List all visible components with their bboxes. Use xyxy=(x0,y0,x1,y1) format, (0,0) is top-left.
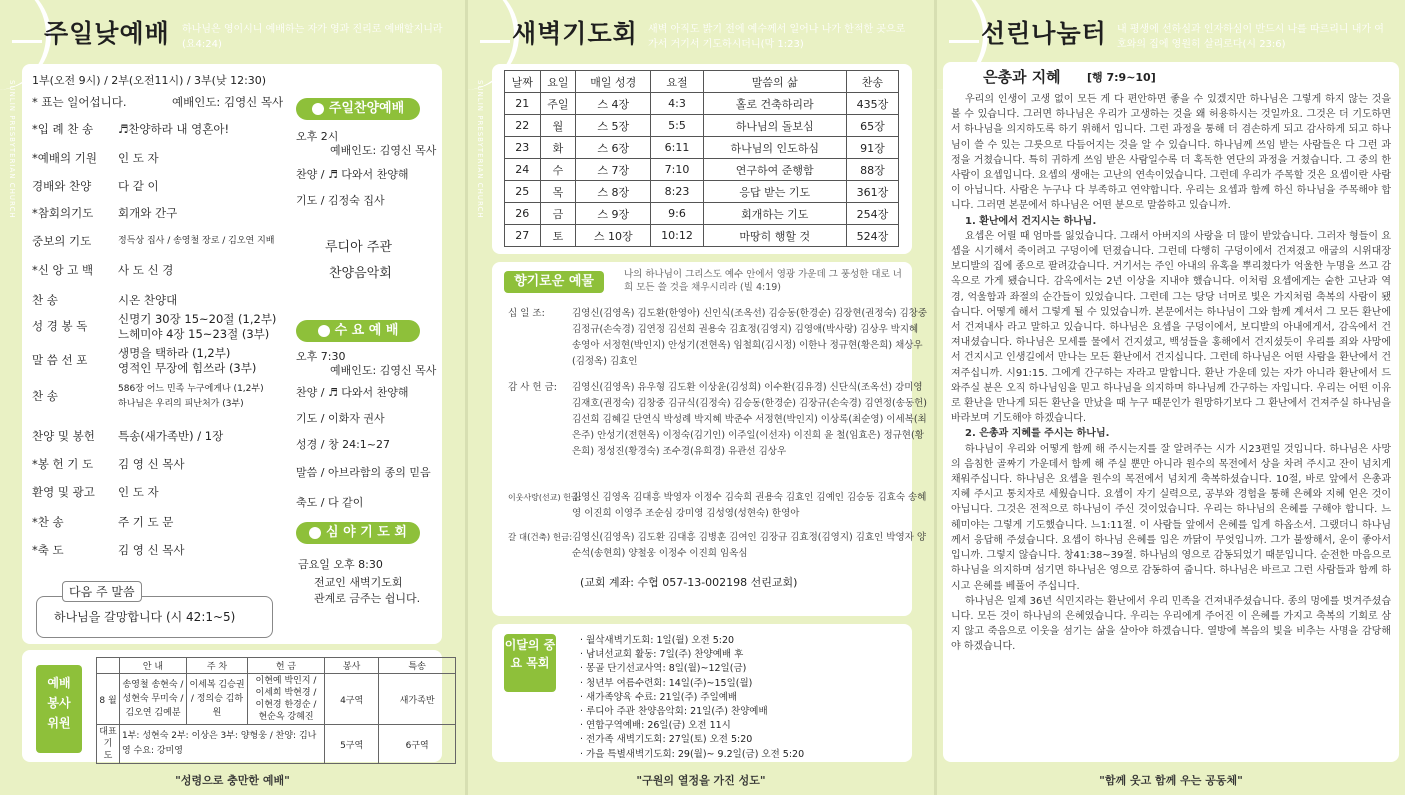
dawn-prayer-schedule xyxy=(504,70,899,247)
worship-order-label: 말 씀 선 포 xyxy=(32,353,88,367)
notice-item: · 루디아 주관 찬양음악회: 21일(주) 찬양예배 xyxy=(580,706,768,717)
article-paragraph: 하나님은 일제 36년 식민지라는 환난에서 우리 민족을 건져내주셨습니다. 종의 멍에를 벗겨주셨습니다. 모든 것이 하나님의 은혜였습니다. 우리는 우리에게 주어진 이 은혜를 가지고 축복의 기회로 삼지 않고 죽음으로 이웃을 섬기는 삶을 살아야 하겠습니다. 열방에 복음의 빛을 비추는 사명을 감당해야 하겠습니다. xyxy=(951,595,1391,653)
worship-order-value: 예배인도: 김영신 목사 xyxy=(172,95,284,109)
table-header: 특송 xyxy=(379,658,456,674)
article-paragraph: 1. 환난에서 건지시는 하나님. xyxy=(965,215,1097,227)
offering-heading: 향기로운 예물 xyxy=(504,271,604,293)
header-verse: 내 평생에 선하심과 인자하심이 반드시 나를 따르리니 내가 여호와의 집에 영원히 살리로다(시 23:6) xyxy=(1117,24,1384,50)
table-cell: 스 5장 xyxy=(576,115,651,137)
table-cell: 월 xyxy=(540,115,576,137)
night-time: 금요일 오후 8:30 xyxy=(298,558,383,571)
table-row xyxy=(505,181,899,203)
panel-footer: "성령으로 충만한 예배" xyxy=(175,774,290,787)
table-cell: 토 xyxy=(540,225,576,247)
table-cell: 스 7장 xyxy=(576,159,651,181)
header-verse: 하나님은 영이시니 예배하는 자가 영과 진리로 예배할지니라(요4:24) xyxy=(182,24,443,50)
header-ornament-line xyxy=(12,40,42,43)
table-row xyxy=(505,115,899,137)
article-reference: [행 7:9~10] xyxy=(1087,71,1156,84)
panel-header xyxy=(937,0,1405,62)
worship-order-label: *축 도 xyxy=(32,543,64,557)
table-row: 8 월 송영철 송현숙 / 성현숙 무미숙 / 김오연 김예분 이세복 김승권 / 정의승 김하원 이현예 박인지 / 이세희 박현경 / 이현경 한경순 / 현순옥 강혜진 4구역 새가족반 xyxy=(97,674,456,725)
bullet-icon xyxy=(318,325,330,337)
praise-hymn: 찬양 / ♬ 다와서 찬양해 xyxy=(296,168,409,181)
offering-verse: 나의 하나님이 그리스도 예수 안에서 영광 가운데 그 풍성한 대로 너희 모든 쓸 것을 채우시리라 (빌 4:19) xyxy=(624,269,902,293)
praise-worship-heading: 주일찬양예배 xyxy=(296,98,420,120)
wed-hymn: 찬양 / ♬ 다와서 찬양해 xyxy=(296,386,409,399)
worship-order-label: *봉 헌 기 도 xyxy=(32,457,94,471)
notices-heading: 이달의 중요 목회 xyxy=(504,634,556,692)
worship-order-value: 회개와 간구 xyxy=(118,206,178,220)
table-cell: 연구하여 준행함 xyxy=(703,159,846,181)
wed-prayer: 기도 / 이화자 권사 xyxy=(296,412,385,425)
table-cell: 회개하는 기도 xyxy=(703,203,846,225)
header-verse: 새벽 아직도 밝기 전에 예수께서 일어나 나가 한적한 곳으로 가서 거기서 기도하시더니(막 1:23) xyxy=(648,24,906,50)
table-cell: 하나님의 돌보심 xyxy=(703,115,846,137)
bullet-icon xyxy=(312,103,324,115)
table-cell: 524장 xyxy=(846,225,898,247)
church-vertical-text: SUNLIN PRESBYTERIAN CHURCH xyxy=(476,80,484,219)
table-header: 말씀의 삶 xyxy=(703,71,846,93)
table-row xyxy=(505,137,899,159)
worship-order-label: * 표는 일어섭니다. xyxy=(32,95,127,109)
worship-order-value-2: 영적인 무장에 힘쓰라 (3부) xyxy=(118,361,257,375)
table-row xyxy=(505,93,899,115)
service-committee-label: 예배 봉사 위원 xyxy=(36,665,82,753)
page-title: 선린나눔터 xyxy=(981,19,1107,48)
table-cell: 24 xyxy=(505,159,541,181)
table-row xyxy=(505,159,899,181)
praise-prayer: 기도 / 김정숙 집사 xyxy=(296,194,385,207)
wed-scripture: 성경 / 창 24:1~27 xyxy=(296,438,390,451)
table-cell: 화 xyxy=(540,137,576,159)
next-week-label: 다음 주 말씀 xyxy=(62,581,142,602)
praise-host: 루디아 주관 xyxy=(325,240,392,255)
panel-footer: "함께 웃고 함께 우는 공동체" xyxy=(1099,774,1243,787)
worship-order-label: *찬 송 xyxy=(32,515,64,529)
article-paragraph: 우리의 인생이 고생 없이 모든 게 다 편안하면 좋을 수 있겠지만 하나님은 그렇게 하지 않는 것을 볼 수 있습니다. 그러면 하나님은 우리가 고생하는 것을 왜 허용하시는 것일까요. 그것은 더 기도하면서 하나님을 의지하도록 하기 위해서 입니다. 그런 과정을 통해 더 겸손하게 되고 감사하게 되고 하나님이 쓸 수 있는 그릇으로 다듬어지는 것을 알 수 있습니다. 하나님께 쓰임 받는 사람들은 다 그런 과정을 거쳤습니다. 특히 귀하게 쓰임 받은 사람일수록 더 혹독한 연단의 과정을 거쳤습니다. 그 중의 한 사람이 요셉입니다. 요셉의 생애는 고난의 연속이었습니다. 그런데 우리가 주목할 것은 요셉이란 사람이 아닙니다. 사람은 누구나 다 부족하고 연약합니다. 우리는 요셉과 함께 하신 하나님을 주목해야 합니다. 그러면 본문에서 하나님은 어떤 분으로 말씀하고 있습니까. xyxy=(951,94,1391,212)
worship-order-value: 김 영 신 목사 xyxy=(118,457,185,471)
panel-sunday-worship xyxy=(0,0,465,795)
worship-order-label: *신 앙 고 백 xyxy=(32,263,94,277)
bank-account: (교회 계좌: 수협 057-13-002198 선린교회) xyxy=(580,576,798,589)
praise-time: 오후 2시 xyxy=(296,130,339,143)
service-times: 1부(오전 9시) / 2부(오전11시) / 3부(낮 12:30) xyxy=(32,74,267,87)
table-cell: 65장 xyxy=(846,115,898,137)
page-title: 새벽기도회 xyxy=(512,19,638,48)
table-cell: 6:11 xyxy=(651,137,703,159)
worship-order-label: 성 경 봉 독 xyxy=(32,319,88,333)
table-cell: 스 8장 xyxy=(576,181,651,203)
wed-benediction: 축도 / 다 같이 xyxy=(296,496,364,509)
table-cell: 하나님의 인도하심 xyxy=(703,137,846,159)
worship-order-label: 환영 및 광고 xyxy=(32,485,95,499)
worship-order-value: 김 영 신 목사 xyxy=(118,543,185,557)
table-header: 헌 금 xyxy=(248,658,325,674)
worship-order-value: 사 도 신 경 xyxy=(118,263,174,277)
panel-sharing xyxy=(937,0,1405,795)
table-row xyxy=(505,225,899,247)
worship-order-value-2: 느헤미야 4장 15~23절 (3부) xyxy=(118,327,270,341)
header-ornament-line xyxy=(949,40,979,43)
worship-order-label: 찬 송 xyxy=(32,389,58,403)
table-cell: 435장 xyxy=(846,93,898,115)
table-cell: 25 xyxy=(505,181,541,203)
bullet-icon xyxy=(309,527,321,539)
church-vertical-text: SUNLIN PRESBYTERIAN CHURCH xyxy=(8,80,16,219)
table-cell: 스 10장 xyxy=(576,225,651,247)
worship-order-value: 다 같 이 xyxy=(118,179,159,193)
wednesday-worship-heading: 수 요 예 배 xyxy=(296,320,420,342)
table-cell: 수 xyxy=(540,159,576,181)
article-body xyxy=(951,92,1391,655)
article-paragraph: 2. 은총과 지혜를 주시는 하나님. xyxy=(965,428,1110,440)
table-cell: 스 4장 xyxy=(576,93,651,115)
article-paragraph: 하나님이 우리와 어떻게 함께 해 주시는지를 잘 알려주는 시가 시23편일 것입니다. 하나님은 사망의 음침한 골짜기 가운데서 함께 해 주실 뿐만 아니라 원수의 목전에서 상을 차려 주시고 잔이 넘치게 채워주십니다. 하나님은 요셉을 원수의 목전에서 넘치게 축복하셨습니다. 10절, 바로 앞에서 은총과 지혜 주시고 통치자로 세웠습니다. 요셉이 자기 실력으로, 공부와 경험을 통해 은혜와 지혜 얻은 것이 아닙니다. 그것은 전적으로 하나님이 주신 것이었습니다. 우리는 하나님의 은혜를 구해야 합니다. 느헤미야는 그렇게 기도했습니다. 느1:11절. 이 사람들 앞에서 은혜를 입게 하옵소서. 그랬더니 하나님께서 응답해 주셨습니다. 요셉이 하나님 은혜를 입은 까닭이 무엇입니까. 그가 불쌍해서, 운이 좋아서 입니까. 그렇지 않습니다. 창41:38~39절. 하나님의 영으로 감동되었기 때문입니다. 순전한 마음으로 하나님을 의지하며 섬기면 하나님은 영으로 감동하여 줍니다. 하나님은 바르고 그런 사람들과 함께 하시고 은혜를 베풀어 주십니다. xyxy=(951,443,1391,592)
worship-order-value: 생명을 택하라 (1,2부) xyxy=(118,346,231,360)
worship-order-value-2: 하나님은 우리의 피난처가 (3부) xyxy=(118,399,244,409)
table-header: 주 차 xyxy=(187,658,248,674)
notice-item: · 청년부 여름수련회: 14일(주)~15일(월) xyxy=(580,677,753,689)
panel-header xyxy=(468,0,934,62)
worship-order-label: 중보의 기도 xyxy=(32,234,92,248)
table-header: 찬송 xyxy=(846,71,898,93)
wed-leader: 예배인도: 김영신 목사 xyxy=(330,364,437,377)
table-header: 요절 xyxy=(651,71,703,93)
notice-item: · 월삭새벽기도회: 1일(월) 오전 5:20 xyxy=(580,635,735,646)
worship-order-value: 특송(새가족반) / 1장 xyxy=(118,429,224,443)
notice-item: · 전가족 새벽기도회: 27일(토) 오전 5:20 xyxy=(580,734,753,746)
table-header: 요일 xyxy=(540,71,576,93)
table-cell: 홀로 건축하리라 xyxy=(703,93,846,115)
table-cell: 5:5 xyxy=(651,115,703,137)
notice-item: · 몽골 단기선교사역: 8일(월)~12일(금) xyxy=(580,663,747,675)
worship-order-value: 586장 어느 민족 누구에게나 (1,2부) xyxy=(118,384,264,394)
table-cell: 10:12 xyxy=(651,225,703,247)
notice-item: · 가을 특별새벽기도회: 29(월)~ 9.2일(금) 오전 5:20 xyxy=(580,748,805,760)
worship-order-value: ♬찬양하라 내 영혼아! xyxy=(118,122,230,136)
table-cell: 목 xyxy=(540,181,576,203)
table-cell: 361장 xyxy=(846,181,898,203)
table-header: 봉사 xyxy=(325,658,379,674)
table-cell: 4:3 xyxy=(651,93,703,115)
table-cell: 27 xyxy=(505,225,541,247)
worship-order-label: *입 례 찬 송 xyxy=(32,122,94,136)
worship-order-label: 찬양 및 봉헌 xyxy=(32,429,95,443)
table-cell: 23 xyxy=(505,137,541,159)
next-week-text: 하나님을 갈망합니다 (시 42:1~5) xyxy=(54,610,236,624)
worship-order-label: *참회의기도 xyxy=(32,206,94,220)
header-ornament-line xyxy=(480,40,510,43)
notice-item: · 새가족양육 수료: 21일(주) 주일예배 xyxy=(580,691,738,703)
worship-order-value: 시온 찬양대 xyxy=(118,293,178,307)
article-title: 은총과 지혜 xyxy=(983,68,1061,86)
panel-header xyxy=(0,0,465,62)
worship-order-value: 인 도 자 xyxy=(118,151,159,165)
article-paragraph: 요셉은 어릴 때 엄마를 잃었습니다. 그래서 아버지의 사랑을 더 많이 받았습니다. 그러자 형들이 요셉을 시기해서 죽이려고 구덩이에 던졌습니다. 그런데 다행히 구덩이에서 건져졌고 애굽의 시위대장 보디발의 집에 종으로 팔려갔습니다. 거기서는 주인 아내의 유혹을 뿌리쳤다가 억울한 누명을 쓰고 감옥으로 가게 됐습니다. 감옥에서는 2년 이상을 지내야 했습니다. 이처럼 요셉에게는 숱한 고난과 역경, 억울함과 좌절의 순간들이 있었습니다. 그런데 그는 당당 너머로 빛은 가지처럼 축복의 사람이 됐습니다. 어떻게 해서 그렇게 될 수 있었습니까. 본문에서는 하나님이 그와 함께 계셔서 그 모든 환난에서 건져내사 라고 말하고 있습니다. 하나님은 요셉을 구덩이에서, 보디발의 아내에게서, 감옥에서 건져내셨습니다. 하나님은 모세를 물에서 건지셨고, 백성들을 홍해에서 건지셨듯이 우리를 죄와 사망에서 건지시고 인생길에서 만나는 모든 환난에서 건지십니다. 그런데 하나님은 어떤 사람을 환난에서 건져주십니까. 시91:15. 그에게 간구하는 자라고 말합니다. 환난 가운데 있는 자가 아니라 환난에서 드와주실 분은 오직 하나님임을 믿고 하나님을 의지하며 하나님께 간구하는 자입니다. 우리는 어떤 이유로 환난을 만나게 되든 환난을 만났을 때 누구 때문인가 원망하기보다 그 환난에서 건져주실 하나님을 바라보며 기도해야 하겠습니다. xyxy=(951,230,1391,425)
wed-sermon: 말씀 / 아브라함의 종의 믿음 xyxy=(296,466,431,479)
praise-leader: 예배인도: 김영신 목사 xyxy=(330,144,437,157)
table-row xyxy=(505,203,899,225)
table-cell: 8:23 xyxy=(651,181,703,203)
table-cell: 금 xyxy=(540,203,576,225)
service-committee-table xyxy=(96,657,456,764)
worship-order-label: 경배와 찬양 xyxy=(32,179,92,193)
night-prayer-heading: 심 야 기 도 회 xyxy=(296,522,420,544)
table-cell: 마땅히 행할 것 xyxy=(703,225,846,247)
worship-order-value: 정득상 집사 / 송영철 장로 / 김오연 지배 xyxy=(118,236,275,246)
table-cell: 스 6장 xyxy=(576,137,651,159)
table-cell: 26 xyxy=(505,203,541,225)
night-note-2: 관계로 금주는 쉽니다. xyxy=(314,592,421,605)
table-cell: 21 xyxy=(505,93,541,115)
table-row: 대표 기 도 1부: 성현숙 2부: 이상은 3부: 양형웅 / 찬양: 김나영 수요: 강미영 5구역 6구역 xyxy=(97,725,456,764)
table-cell: 응답 받는 기도 xyxy=(703,181,846,203)
table-cell: 254장 xyxy=(846,203,898,225)
table-header: 안 내 xyxy=(120,658,187,674)
worship-order-label: 찬 송 xyxy=(32,293,58,307)
table-cell: 88장 xyxy=(846,159,898,181)
table-cell: 91장 xyxy=(846,137,898,159)
notice-item: · 남녀선교회 활동: 7일(주) 찬양예배 후 xyxy=(580,649,744,661)
worship-order-value: 인 도 자 xyxy=(118,485,159,499)
table-cell: 22 xyxy=(505,115,541,137)
page-title: 주일낮예배 xyxy=(44,19,170,48)
table-cell: 9:6 xyxy=(651,203,703,225)
table-header: 날짜 xyxy=(505,71,541,93)
table-cell: 7:10 xyxy=(651,159,703,181)
worship-order-label: *예배의 기원 xyxy=(32,151,97,165)
panel-footer: "구원의 열정을 가진 성도" xyxy=(636,774,766,787)
wed-time: 오후 7:30 xyxy=(296,350,346,363)
worship-order-value: 신명기 30장 15~20절 (1,2부) xyxy=(118,312,277,326)
panel-dawn-prayer: 새벽기도회 새벽 아직도 밝기 전에 예수께서 일어나 나가 한적한 곳으로 가서 거기서 기도하시더니(막 1:23) SUNLIN PRESBYTERIAN CHURCH 날짜 요일 매일 성경 요절 말씀의 삶 찬송 21 주일 스 4장 4:3 홀로 건축하리라 435장 22 월 스 5장 5:5 하나님의 돌보심 65장 23 화 스 6장 6:11 하나님의 인도하심 91장 24 수 스 7장 7:10 연구하여 준행함 88장 25 목 스 8장 8:23 응답 받는 기도 361장 26 금 스 9장 9:6 회개하는 기도 254장 27 토 스 10장 10:12 마땅히 행할 것 524장 향기로운 예물 나의 하나님이 그리스도 예수 안에서 영광 가운데 그 풍성한 대로 너희 모든 쓸 것을 채우시리라 (빌 4:19) 십 일 조: 김영신(김영옥) 김도환(한영아) 신인식(조옥선) 김승동(한경순) 김장현(권정숙) 김창중 김정규(손숙경) 김연정 김선희 권용숙 김효정(김영지) 김영애(박사랑) 김상우 박지혜 송영아 서정현(박인지) 안성기(전현옥) 임철희(김시정) 이한나 정규현(황은희) 채상우(김정옥) 김효인 감 사 헌 금: 김영신(김영옥) 유우형 김도환 이상윤(김성희) 이수환(김유경) 신단식(조옥선) 강미영 김재호(권정숙) 김창중 김규식(김정숙) 김승동(한경순) 김장규(손숙경) 김연정(송동헌) 김선희 김혜길 단연식 박성례 박지혜 박준수 서정현(박인지) 이상록(최순영) 이세복(최은주) 안성기(전현옥) 이정숙(김기인) 이주일(이선자) 이진희 윤 철(임효은) 정규현(황은희) 정성진(황경숙) 조수경(유희경) 유관선 김상우 이웃사랑(선교) 헌금: 김영신 김영옥 김대흥 박영자 이정수 김숙희 권용숙 김효인 김예인 김승동 김효숙 송혜영 이진희 이영주 조순심 강미영 김성영(성현숙) 한영아 갈 대(건축) 헌금: 김영신(김영옥) 김도환 김대흥 김병훈 김여인 김장규 김효정(김영지) 김효인 박영자 양순석(송현희) 양철웅 이정수 이진희 임옥심 (교회 계좌: 수협 057-13-002198 선린교회) 이달의 중요 목회 "구원의 열정을 가진 성도" · 월삭새벽기도회: 1일(월) 오전 5:20 · 남녀선교회 활동: 7일(주) 찬양예배 후 · 몽골 단기선교사역: 8일(월)~12일(금) · 청년부 여름수련회: 14일(주)~15일(월) · 새가족양육 수료: 21일(주) 주일예배 · 루디아 주관 찬양음악회: 21일(주) 찬양예배 · 연합구역예배: 26일(금) 오전 11시 · 전가족 새벽기도회: 27일(토) 오전 5:20 · 가을 특별새벽기도회: 29(월)~ 9.2일(금) 오전 5:20 xyxy=(468,0,934,795)
notice-item: · 연합구역예배: 26일(금) 오전 11시 xyxy=(580,720,731,732)
praise-event: 찬양음악회 xyxy=(329,266,392,281)
worship-order-value: 주 기 도 문 xyxy=(118,515,174,529)
table-cell: 스 9장 xyxy=(576,203,651,225)
night-note-1: 전교인 새벽기도회 xyxy=(314,576,403,589)
table-cell: 주일 xyxy=(540,93,576,115)
table-header: 매일 성경 xyxy=(576,71,651,93)
